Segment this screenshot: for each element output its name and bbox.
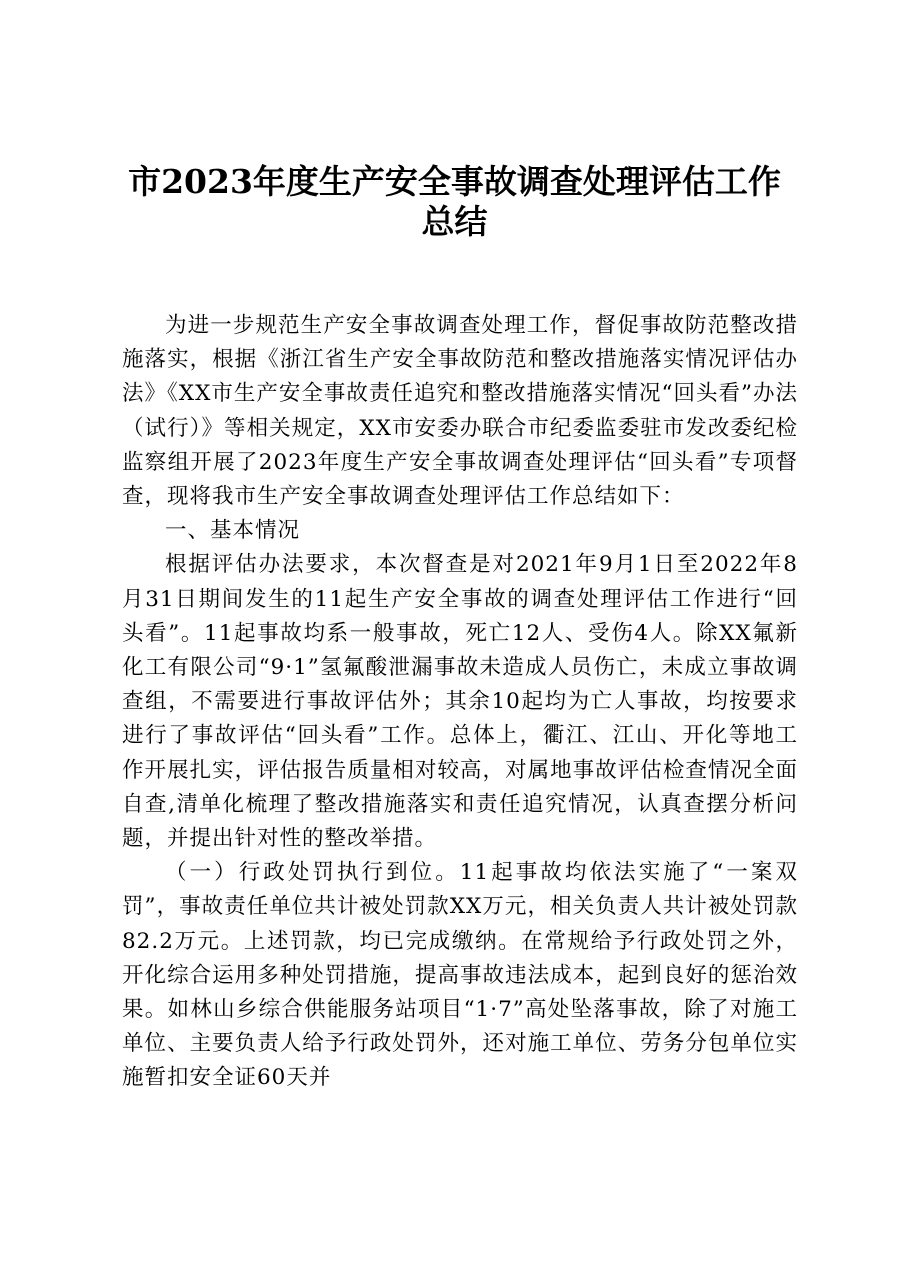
administrative-penalty-paragraph: （一）行政处罚执行到位。11起事故均依法实施了“一案双罚”，事故责任单位共计被处罚款XX万元，相关负责人共计被处罚款82.2万元。上述罚款，均已完成缴纳。在常规给予行政处罚之外，开化综合运用多种处罚措施，提高事故违法成本，起到良好的惩治效果。如林山乡综合供能服务站项目“1·7”高处坠落事故，除了对施工单位、主要负责人给予行政处罚外，还对施工单位、劳务分包单位实施暂扣安全证60天并 xyxy=(122,860,798,1091)
document-title-line-1: 市2023年度生产安全事故调查处理评估工作 xyxy=(128,162,781,201)
basic-situation-paragraph: 根据评估办法要求，本次督查是对2021年9月1日至2022年8月31日期间发生的11起生产安全事故的调查处理评估工作进行“回头看”。11起事故均系一般事故，死亡12人、受伤4人。除XX氟新化工有限公司“9·1”氢氟酸泄漏事故未造成人员伤亡，未成立事故调查组，不需要进行事故评估外；其余10起均为亡人事故，均按要求进行了事故评估“回头看”工作。总体上，衢江、江山、开化等地工作开展扎实，评估报告质量相对较高，对属地事故评估检查情况全面自查,清单化梳理了整改措施落实和责任追究情况，认真查摆分析问题，并提出针对性的整改举措。 xyxy=(122,552,798,852)
document-title-line-2: 总结 xyxy=(421,202,488,241)
intro-paragraph: 为进一步规范生产安全事故调查处理工作，督促事故防范整改措施落实，根据《浙江省生产安全事故防范和整改措施落实情况评估办法》《XX市生产安全事故责任追究和整改措施落实情况“回头看”办法（试行）》等相关规定，XX市安委办联合市纪委监委驻市发改委纪检监察组开展了2023年度生产安全事故调查处理评估“回头看”专项督查，现将我市生产安全事故调查处理评估工作总结如下： xyxy=(122,313,798,510)
section-heading-basic-situation: 一、基本情况 xyxy=(165,518,301,544)
document-body xyxy=(122,309,798,1096)
